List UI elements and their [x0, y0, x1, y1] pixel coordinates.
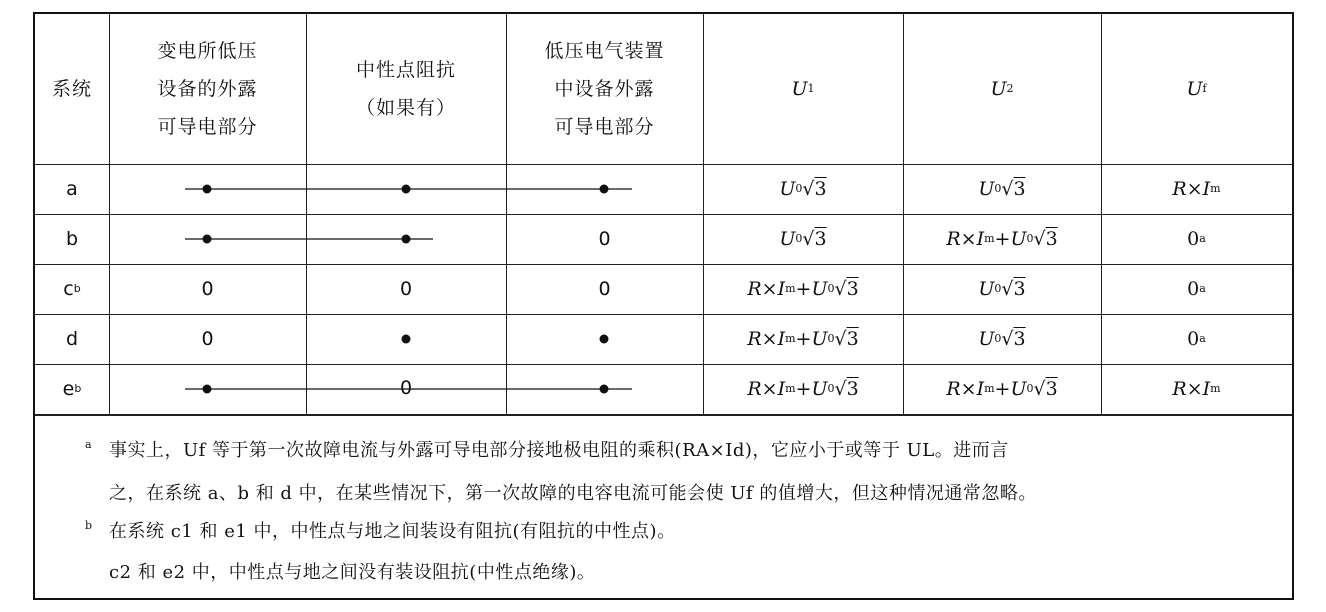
header-uf-base: U	[1186, 78, 1203, 100]
note-a-line: 之，在系统 a、b 和 d 中，在某些情况下，第一次故障的电容电流可能会使 Uf 的值增大，但这种情况通常忽略。	[109, 483, 1037, 504]
table-cell-installation	[506, 314, 703, 364]
header-installation-line: 可导电部分	[554, 116, 655, 138]
note-b-line: 在系统 c1 和 e1 中，中性点与地之间装设有阻抗(有阻抗的中性点)。	[109, 521, 676, 542]
table-cell-uf: 0 a	[1187, 228, 1206, 250]
note-a-line: 事实上，Uf 等于第一次故障电流与外露可导电部分接地极电阻的乘积(RA×Id)，它应小于或等于 UL。进而言	[109, 440, 1009, 461]
header-installation-line: 中设备外露	[554, 78, 655, 100]
header-uf-sub: f	[1202, 82, 1207, 95]
table-cell-system: c b	[63, 278, 81, 300]
header-neutral-line: 中性点阻抗	[355, 59, 456, 81]
table-cell-substation: 0	[201, 278, 214, 300]
table-cell-neutral	[306, 314, 506, 364]
note-a-marker: a	[85, 438, 92, 451]
table-cell-u2: U 0 √ 3	[978, 278, 1026, 300]
table-cell-installation	[506, 164, 703, 214]
table-cell-substation	[109, 214, 306, 264]
table-cell-neutral	[306, 214, 506, 264]
header-system-text: 系统	[51, 78, 92, 100]
table-cell-system: e b	[62, 378, 82, 400]
table-cell-u2: R × I m + U 0 √ 3	[946, 228, 1058, 250]
table-cell-u1: R × I m + U 0 √ 3	[747, 378, 859, 400]
table-cell-system: d	[65, 328, 79, 350]
table-cell-substation: 0	[201, 328, 214, 350]
table-cell-u1: R × I m + U 0 √ 3	[747, 328, 859, 350]
table-cell-u2: U 0 √ 3	[978, 328, 1026, 350]
header-u2-base: U	[990, 78, 1007, 100]
table-cell-uf: R × I m	[1172, 178, 1221, 200]
table-notes	[35, 416, 1292, 600]
header-substation-line: 设备的外露	[157, 78, 258, 100]
table-cell-u1: U 0 √ 3	[779, 228, 827, 250]
header-u1-sub: 1	[807, 82, 815, 95]
note-b-marker: b	[85, 519, 93, 532]
table-cell-installation: 0	[598, 228, 611, 250]
table-cell-system: b	[65, 228, 79, 250]
table-cell-uf: 0 a	[1187, 328, 1206, 350]
table-cell-installation	[506, 364, 703, 414]
header-installation-line: 低压电气装置	[544, 40, 665, 62]
table-cell-u2: R × I m + U 0 √ 3	[946, 378, 1058, 400]
table-cell-system: a	[66, 178, 78, 200]
table-cell-uf: R × I m	[1172, 378, 1221, 400]
table-cell-neutral: 0	[399, 377, 413, 399]
header-substation-line: 可导电部分	[157, 116, 258, 138]
table-cell-installation: 0	[598, 278, 611, 300]
standard-table-frame	[33, 12, 1294, 600]
table-cell-substation	[109, 364, 306, 414]
header-neutral-line: （如果有）	[355, 97, 456, 119]
header-substation-line: 变电所低压	[157, 40, 258, 62]
table-cell-substation	[109, 164, 306, 214]
table-cell-u1: R × I m + U 0 √ 3	[747, 278, 859, 300]
table-cell-u2: U 0 √ 3	[978, 178, 1026, 200]
table-cell-uf: 0 a	[1187, 278, 1206, 300]
table-cell-u1: U 0 √ 3	[779, 178, 827, 200]
header-u2-sub: 2	[1006, 82, 1014, 95]
note-b-line: c2 和 e2 中，中性点与地之间没有装设阻抗(中性点绝缘)。	[109, 562, 596, 583]
table-cell-neutral: 0	[399, 278, 413, 300]
header-u1-base: U	[791, 78, 808, 100]
table-cell-neutral	[306, 164, 506, 214]
